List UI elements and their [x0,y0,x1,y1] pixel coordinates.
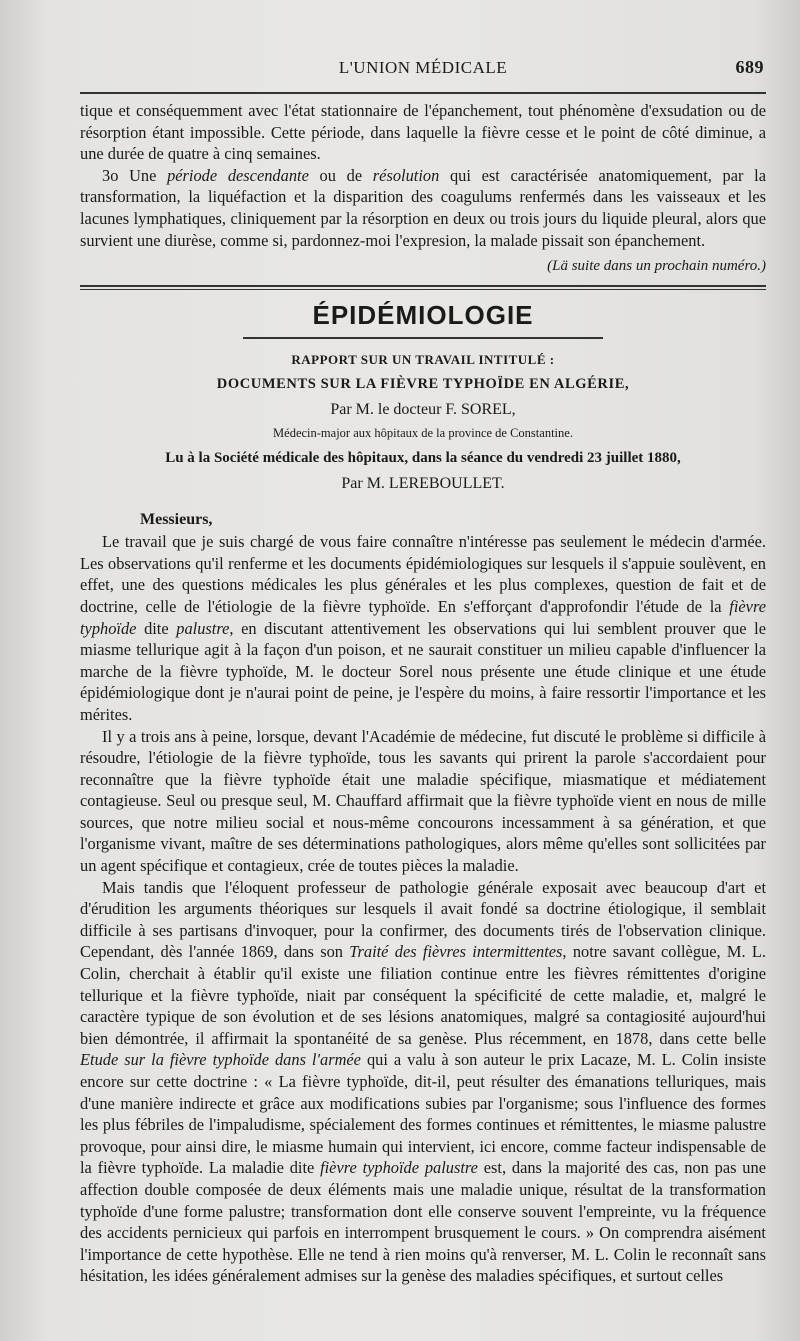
salutation: Messieurs, [140,511,213,529]
page-number: 689 [735,57,764,77]
section-short-rule [243,337,603,339]
author-role: Médecin-major aux hôpitaux de la province de Constantine. [273,426,573,441]
intro-paragraph-2: 3o Une période descendante ou de résolution qui est caractérisée anatomiquement, par la transformation, la liquéfaction et la disparition des coagulums renfermés dans les vaisseaux et les lacunes lymphatiques, cliniquement par la résorption en deux ou trois jours du liquide pleural, alors que survient une diurèse, comme si, pardonnez-moi l'expresion, la malade pissait son épanchement. [80,165,766,250]
read-at-line: Lu à la Société médicale des hôpitaux, dans la séance du vendredi 23 juillet 1880, [165,450,681,467]
continuation-note: (Lä suite dans un prochain numéro.) [547,258,766,275]
section-double-rule [80,285,766,290]
work-title: DOCUMENTS SUR LA FIÈVRE TYPHOÏDE EN ALGÉRIE, [216,376,630,393]
running-header [80,48,766,88]
intro-paragraph-1: tique et conséquemment avec l'état stationnaire de l'épanchement, tout phénomène d'exsudation ou de résorption étant impossible. Cette période, dans laquelle la fièvre cesse et le point de côté diminue, a une durée de quatre à cinq semaines. [80,101,766,164]
body-paragraph-2: Il y a trois ans à peine, lorsque, devant l'Académie de médecine, fut discuté le problème si difficile à résoudre, l'étiologie de la fièvre typhoïde, tous les savants qui prirent la parole s'accordaient pour reconnaître que la fièvre typhoïde était une maladie spécifique, miasmatique et médiatement contagieuse. Seul ou presque seul, M. Chauffard affirmait que la fièvre typhoïde vient en nous de mille sources, que notre milieu social et nous-même concourons incessamment à sa génération, et que l'organisme vivant, maître de ses déterminations pathologiques, alors même qu'elles sont sollicitées par un agent spécifique et contagieux, crée de toutes pièces la maladie. [80,726,766,876]
author-line: Par M. le docteur F. SOREL, [330,401,516,419]
body-paragraph-1: Le travail que je suis chargé de vous faire connaître n'intéresse pas seulement le médecin d'armée. Les observations qu'il renferme et les documents épidémiologiques sur lesquels il s'appuie soulèvent, en effet, une des questions médicales les plus générales et les plus complexes, question de fait et de doctrine, celle de l'étiologie de la fièvre typhoïde. En s'efforçant d'approfondir l'étude de la fièvre typhoïde dite palustre, en discutant attentivement les observations qui lui semblent prouver que le miasme tellurique agit à la façon d'un poison, et ne saurait constituer un milieu capable d'influencer la marche de la fièvre typhoïde, M. le docteur Sorel nous présente une étude clinique et une étude épidémiologique dont je n'aurai point de peine, je l'espère du moins, à faire ressortir l'importance et les mérites. [80,532,766,724]
header-rule [80,92,766,94]
journal-title: L'UNION MÉDICALE [338,58,508,77]
body-paragraph-3: Mais tandis que l'éloquent professeur de pathologie générale exposait avec beaucoup d'art et d'érudition les arguments théoriques sur lesquels il avait fondé sa doctrine étiologique, il semblait difficile à ses partisans d'invoquer, pour la confirmer, des documents tirés de l'observation clinique. Cependant, dès l'année 1869, dans son Traité des fièvres intermittentes, notre savant collègue, M. L. Colin, cherchait à établir qu'il existe une filiation continue entre les fièvres rémittentes d'origine tellurique et la fièvre typhoïde, niait par conséquent la spécificité de cette maladie, et, malgré le caractère typique de son évolution et de ses lésions anatomiques, malgré sa contagiosité aujourd'hui bien démontrée, il affirmait la spontanéité de sa genèse. Plus récemment, en 1878, dans cette belle Etude sur la fièvre typhoïde dans l'armée qui a valu à son auteur le prix Lacaze, M. L. Colin insiste encore sur cette doctrine : « La fièvre typhoïde, dit-il, peut résulter des émanations telluriques, mais d'une manière indirecte et grâce aux modifications subies par l'organisme; sous l'influence des formes les plus fébriles de l'impaludisme, spécialement des formes continues et rémittentes, le miasme palustre provoque, pour ainsi dire, le miasme humain qui intervient, ici encore, comme facteur indispensable de la fièvre typhoïde. La maladie dite fièvre typhoïde palustre est, dans la majorité des cas, non pas une affection double composée de deux éléments mais une maladie unique, résultat de la transformation typhoïde d'une forme palustre; transformation dont elle conserve souvent l'empreinte, vu la fréquence des accidents pernicieux qui parfois en interrompent brusquement le cours. » On comprendra aisément l'importance de cette hypothèse. Elle ne tend à rien moins qu'à renverser, M. L. Colin le reconnaît sans hésitation, les idées généralement admises sur la genèse des maladies spécifiques, et surtout celles [80,877,766,1286]
report-label: RAPPORT SUR UN TRAVAIL INTITULÉ : [291,352,555,368]
section-title: ÉPIDÉMIOLOGIE [312,300,534,331]
reporter-line: Par M. LEREBOULLET. [341,475,505,493]
